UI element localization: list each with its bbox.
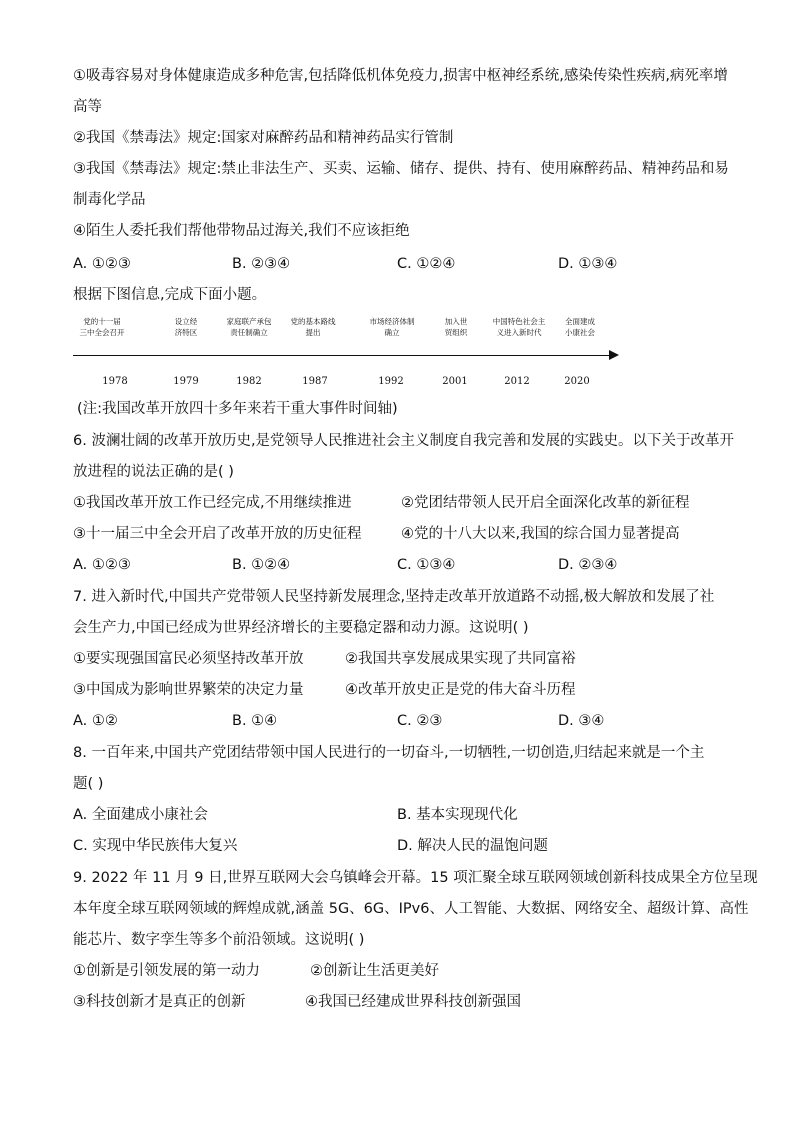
timeline-year-3: 1982 <box>236 376 262 387</box>
q7-option-1: ①要实现强国富民必须坚持改革开放 <box>73 651 304 667</box>
q7-stem-line1: 7. 进入新时代,中国共产党带领人民坚持新发展理念,坚持走改革开放道路不动摇,极大解放和发展了社 <box>73 589 715 605</box>
q9-option-2: ②创新让生活更美好 <box>310 963 439 979</box>
timeline-year-2: 1979 <box>173 376 199 387</box>
timeline-arrow-icon <box>609 350 619 360</box>
q7-choice-d: D. ③④ <box>558 713 605 729</box>
timeline-year-1: 1978 <box>102 376 128 387</box>
q8-stem-line2: 题( ) <box>73 776 104 792</box>
q6-option-2: ②党团结带领人民开启全面深化改革的新征程 <box>401 495 690 511</box>
timeline-event-6: 加入世 贸组织 <box>444 317 468 337</box>
q5-option-1-line2: 高等 <box>73 99 102 115</box>
q6-choice-c: C. ①③④ <box>397 557 456 573</box>
timeline-event-2: 设立经 济特区 <box>174 317 198 337</box>
q5-option-2: ②我国《禁毒法》规定:国家对麻醉药品和精神药品实行管制 <box>73 130 454 146</box>
timeline-event-1: 党的十一届 三中全会召开 <box>79 317 125 337</box>
q7-choice-b: B. ①④ <box>232 713 278 729</box>
q5-choice-d: D. ①③④ <box>558 256 618 272</box>
q5-option-3-line2: 制毒化学品 <box>73 192 146 208</box>
q8-choice-a: A. 全面建成小康社会 <box>73 807 208 823</box>
q5-option-1-line1: ①吸毒容易对身体健康造成多种危害,包括降低机体免疫力,损害中枢神经系统,感染传染性疾病,病死率增 <box>73 68 728 84</box>
q9-stem-line1: 9. 2022 年 11 月 9 日,世界互联网大会乌镇峰会开幕。15 项汇聚全球互联网领域创新科技成果全方位呈现 <box>73 870 758 886</box>
timeline-event-4: 党的基本路线 提出 <box>290 317 336 337</box>
q9-option-4: ④我国已经建成世界科技创新强国 <box>305 994 521 1010</box>
timeline-year-6: 2001 <box>442 376 468 387</box>
q9-option-3: ③科技创新才是真正的创新 <box>73 994 246 1010</box>
reform-timeline <box>73 310 633 395</box>
q7-choice-c: C. ②③ <box>397 713 443 729</box>
timeline-event-5: 市场经济体制 确立 <box>369 317 415 337</box>
q6-stem-line1: 6. 波澜壮阔的改革开放历史,是党领导人民推进社会主义制度自我完善和发展的实践史。以下关于改革开 <box>73 433 735 449</box>
q9-stem-line3: 能芯片、数字孪生等多个前沿领域。这说明( ) <box>73 932 365 948</box>
q8-choice-c: C. 实现中华民族伟大复兴 <box>73 838 238 854</box>
q5-choice-c: C. ①②④ <box>397 256 456 272</box>
q6-choice-a: A. ①②③ <box>73 557 131 573</box>
q9-option-1: ①创新是引领发展的第一动力 <box>73 963 260 979</box>
timeline-year-7: 2012 <box>504 376 530 387</box>
timeline-event-7: 中国特色社会主 义进入新时代 <box>492 317 546 337</box>
timeline-event-3: 家庭联产承包 责任制确立 <box>226 317 272 337</box>
q5-option-3-line1: ③我国《禁毒法》规定:禁止非法生产、买卖、运输、储存、提供、持有、使用麻醉药品、精神药品和易 <box>73 161 729 177</box>
q6-option-3: ③十一届三中全会开启了改革开放的历史征程 <box>73 526 362 542</box>
q6-stem-line2: 放进程的说法正确的是( ) <box>73 464 234 480</box>
timeline-note: (注:我国改革开放四十多年来若干重大事件时间轴) <box>77 401 398 417</box>
q8-choice-b: B. 基本实现现代化 <box>397 807 518 823</box>
q8-stem-line1: 8. 一百年来,中国共产党团结带领中国人民进行的一切奋斗,一切牺牲,一切创造,归结起来就是一个主 <box>73 745 705 761</box>
timeline-year-5: 1992 <box>378 376 404 387</box>
q7-choice-a: A. ①② <box>73 713 118 729</box>
section-intro: 根据下图信息,完成下面小题。 <box>73 287 267 303</box>
q6-choice-b: B. ①②④ <box>232 557 291 573</box>
q5-choice-a: A. ①②③ <box>73 256 131 272</box>
q9-stem-line2: 本年度全球互联网领域的辉煌成就,涵盖 5G、6G、IPv6、人工智能、大数据、网络安全、超级计算、高性 <box>73 901 749 917</box>
timeline-year-4: 1987 <box>302 376 328 387</box>
q7-stem-line2: 会生产力,中国已经成为世界经济增长的主要稳定器和动力源。这说明( ) <box>73 620 529 636</box>
q6-choice-d: D. ②③④ <box>558 557 618 573</box>
timeline-event-8: 全面建成 小康社会 <box>565 317 595 337</box>
q8-choice-d: D. 解决人民的温饱问题 <box>397 838 548 854</box>
q6-option-4: ④党的十八大以来,我国的综合国力显著提高 <box>401 526 680 542</box>
q5-option-4: ④陌生人委托我们帮他带物品过海关,我们不应该拒绝 <box>73 223 410 239</box>
timeline-axis <box>73 355 613 356</box>
q5-choice-b: B. ②③④ <box>232 256 291 272</box>
q7-option-3: ③中国成为影响世界繁荣的决定力量 <box>73 682 304 698</box>
q7-option-2: ②我国共享发展成果实现了共同富裕 <box>345 651 576 667</box>
q7-option-4: ④改革开放史正是党的伟大奋斗历程 <box>345 682 576 698</box>
timeline-year-8: 2020 <box>564 376 590 387</box>
q6-option-1: ①我国改革开放工作已经完成,不用继续推进 <box>73 495 352 511</box>
